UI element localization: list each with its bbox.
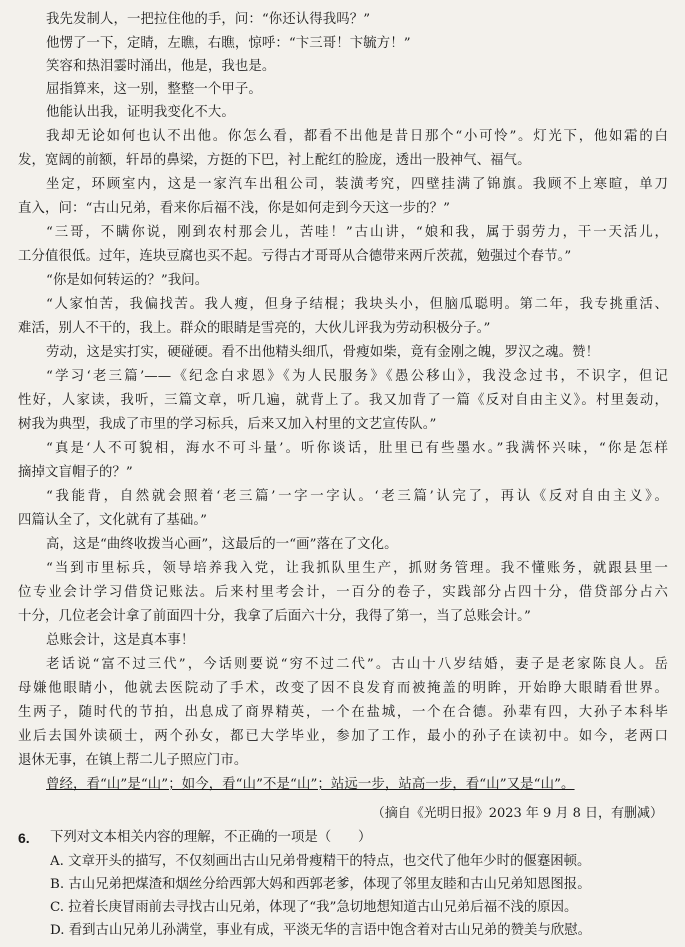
article-line-text: “真是‘人不可貌相，海水不可斗量’。听你谈话，肚里已有些墨水。”我满怀兴味，“你是怎样 (46, 441, 668, 456)
article-line-text: 退休无事，在镇上帮二儿子照应门市。 (18, 753, 248, 768)
article-line (46, 775, 668, 795)
article-line (46, 559, 668, 579)
article-line (46, 57, 668, 77)
article-line-text: 坐定，环顾室内，这是一家汽车出租公司，装潢考究，四壁挂满了锦旗。我顾不上寒暄，单刀 (46, 177, 668, 192)
article-line (18, 391, 668, 411)
article-line (46, 103, 668, 123)
article-line-text: 母嫌他眼睛小，他就去医院动了手术，改变了因不良发育而被掩盖的明眸，开始睁大眼睛看世界。 (18, 681, 668, 696)
article-line-text: 直入，问：“古山兄弟，看来你后福不浅，你是如何走到今天这一步的？” (18, 201, 451, 216)
article-line-text: “三哥，不瞒你说，刚到农村那会儿，苦哇！”古山讲，“娘和我，属于弱劳力，干一天活儿， (46, 225, 668, 240)
article-line (46, 80, 668, 100)
article-line (46, 223, 668, 243)
article-line (46, 343, 668, 363)
article-line-text: 难活，别人不干的，我上。群众的眼睛是雪亮的，大伙儿评我为劳动积极分子。” (18, 321, 491, 336)
article-line-text: 性好，人家读，我听，三篇文章，听几遍，就背上了。我又加背了一篇《反对自由主义》。村里轰动， (18, 393, 668, 408)
article-line-text: 我先发制人，一把拉住他的手，问：“你还认得我吗？” (46, 12, 371, 27)
article-line-text: 四篇认全了，文化就有了基础。” (18, 513, 208, 528)
article-line (18, 511, 668, 531)
article-line-text: 他能认出我，证明我变化不大。 (46, 105, 235, 120)
article-line (18, 463, 668, 483)
article-line-text: 发，宽阔的前额，轩昂的鼻梁，方挺的下巴，衬上酡红的脸庞，透出一股神气、福气。 (18, 153, 531, 168)
option-c[interactable]: C. 拉着长庚冒雨前去寻找古山兄弟，体现了“我”急切地想知道古山兄弟后福不浅的原因。 (50, 900, 578, 915)
article-line-text: 业后去国外读硕士，两个孙女，都已大学毕业，参加了工作，最小的孙子在读初中。如今，老两口 (18, 729, 668, 744)
article-line-text: 高，这是“曲终收拨当心画”，这最后的一“画”落在了文化。 (46, 537, 398, 552)
article-line (46, 10, 668, 30)
article-line (18, 703, 668, 723)
article-line (46, 439, 668, 459)
option-b[interactable]: B. 古山兄弟把煤渣和烟丝分给西郭大妈和西郭老爹，体现了邻里友睦和古山兄弟知恩图报。 (50, 877, 591, 892)
article-line-text: 生两子，随时代的节拍，出息成了商界精英，一个在盐城，一个在合德。孙辈有四，大孙子本科毕 (18, 705, 668, 720)
article-line (18, 199, 668, 219)
question-number: 6. (18, 830, 30, 846)
article-line-text: 十分，几位老会计拿了前面四十分，我拿了后面六十分，我得了第一，当了总账会计。” (18, 609, 531, 624)
article-line-text: 位专业会计学习借贷记账法。后来村里考会计，一百分的卷子，实践部分占四十分，借贷部分占六 (18, 585, 668, 600)
article-line-text: 老话说“富不过三代”，今话则要说“穷不过二代”。古山十八岁结婚，妻子是老家陈良人。岳 (46, 657, 668, 672)
article-line (46, 535, 668, 555)
article-line-text: 他愣了一下，定睛，左瞧，右瞧，惊呼：“卞三哥！卞毓方！” (46, 36, 411, 51)
article-line (46, 295, 668, 315)
article-line-text: “学习‘老三篇’——《纪念白求恩》《为人民服务》《愚公移山》，我没念过书，不识字，但记 (46, 369, 668, 384)
article-line-text: 总账会计，这是真本事！ (46, 633, 195, 648)
article-line (46, 271, 668, 291)
article-line (18, 247, 668, 267)
article-line-text: “当到市里标兵，领导培养我入党，让我抓队里生产，抓财务管理。我不懂账务，就跟县里一 (46, 561, 668, 576)
article-line (18, 607, 668, 627)
article-line (18, 583, 668, 603)
article-line-text: 劳动，这是实打实，硬碰硬。看不出他精头细爪，骨瘦如柴，竟有金刚之魄，罗汉之魂。赞！ (46, 345, 600, 360)
article-line (46, 127, 668, 147)
article-line (46, 34, 668, 54)
question-stem: 下列对文本相关内容的理解，不正确的一项是（ ） (50, 830, 372, 845)
article-line (46, 175, 668, 195)
article-line-text: 摘掉文盲帽子的？” (18, 465, 133, 480)
article-line (18, 319, 668, 339)
article-line (46, 631, 668, 651)
article-line-text: 工分值很低。过年，连块豆腐也买不起。亏得古才哥哥从合德带来两斤茨菰，勉强过个春节。” (18, 249, 572, 264)
article-source: （摘自《光明日报》2023 年 9 月 8 日，有删减） (371, 806, 663, 821)
article-line (18, 751, 668, 771)
option-a[interactable]: A. 文章开头的描写，不仅刻画出古山兄弟骨瘦精干的特点，也交代了他年少时的偃蹇困顿。 (50, 854, 591, 869)
article-line-text: 曾经，看“山”是“山”；如今，看“山”不是“山”；站远一步，站高一步，看“山”又是“山”。 (46, 777, 575, 792)
option-d[interactable]: D. 看到古山兄弟儿孙满堂，事业有成，平淡无华的言语中饱含着对古山兄弟的赞美与欣慰。 (50, 923, 592, 938)
article-line (46, 487, 668, 507)
article-line-text: “你是如何转运的？”我问。 (46, 273, 209, 288)
article-line (46, 655, 668, 675)
article-line (18, 415, 668, 435)
article-line (18, 151, 668, 171)
article-line (18, 727, 668, 747)
article-line (18, 679, 668, 699)
article-line-text: “人家怕苦，我偏找苦。我人瘦，但身子结棍；我块头小，但脑瓜聪明。第二年，我专挑重活、 (46, 297, 668, 312)
article-line (46, 367, 668, 387)
article-line-text: 树我为典型，我成了市里的学习标兵，后来又加入村里的文艺宣传队。” (18, 417, 437, 432)
article-line-text: 屈指算来，这一别，整整一个甲子。 (46, 82, 262, 97)
article-line-text: 我却无论如何也认不出他。你怎么看，都看不出他是昔日那个“小可怜”。灯光下，他如霜的白 (46, 129, 668, 144)
article-line-text: “我能背，自然就会照着‘老三篇’一字一字认。‘老三篇’认完了，再认《反对自由主义》。 (46, 489, 668, 504)
article-line-text: 笑容和热泪霎时涌出，他是，我也是。 (46, 59, 276, 74)
